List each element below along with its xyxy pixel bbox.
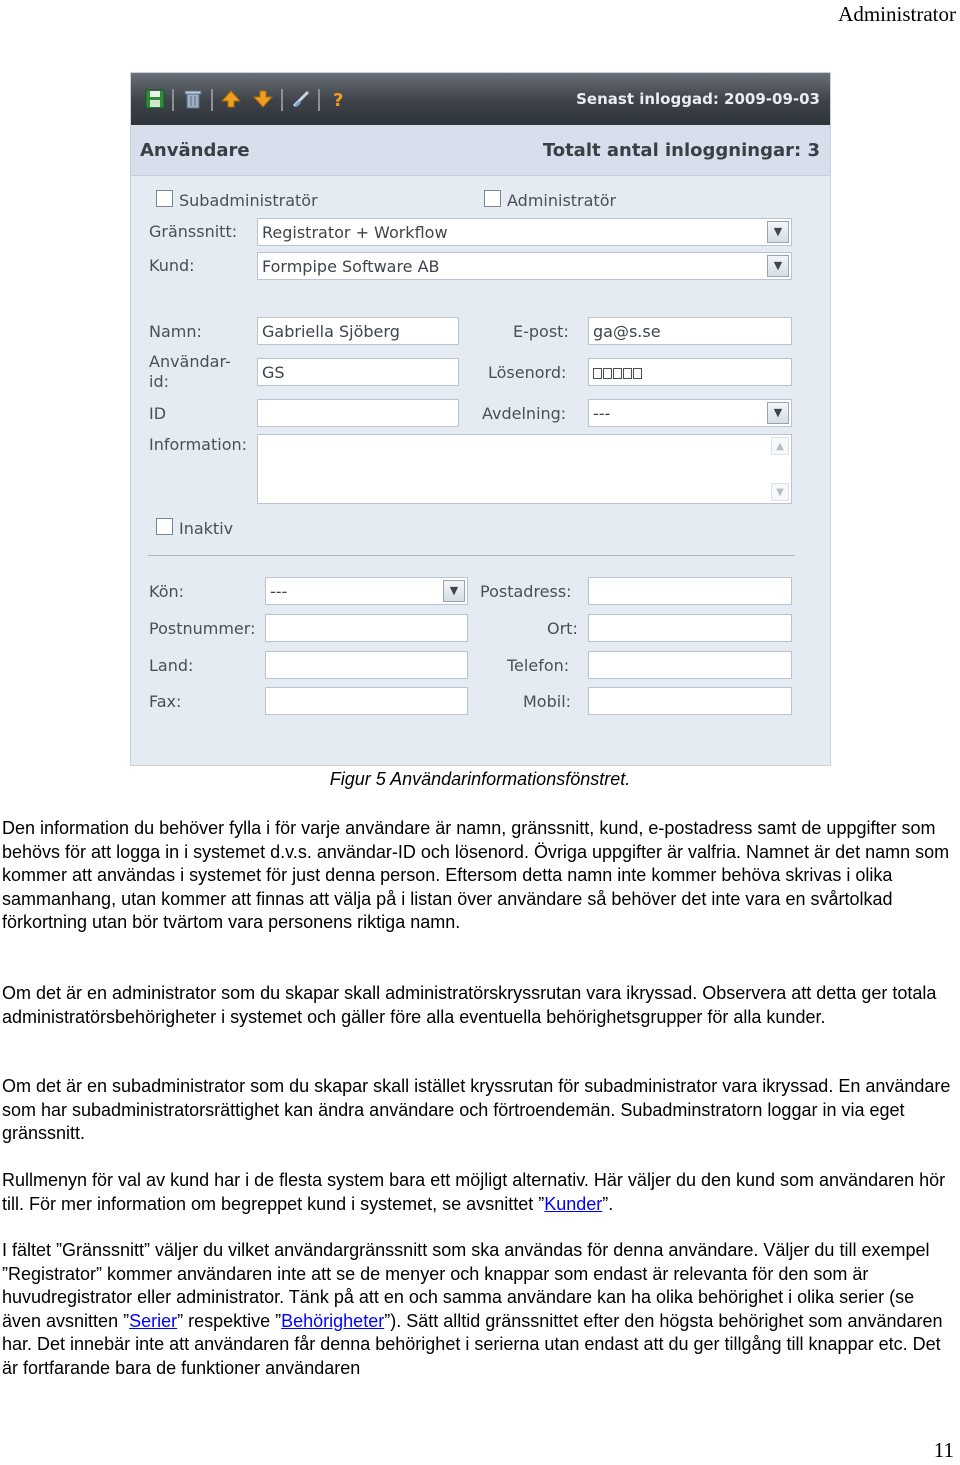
fax-field[interactable] [265,687,468,715]
toolbar-separator [172,89,174,111]
mobile-label: Mobil: [523,692,572,711]
chevron-down-icon[interactable]: ▼ [767,255,789,277]
name-value: Gabriella Sjöberg [262,322,400,341]
toolbar [131,73,830,125]
paragraph-customer-text: Rullmenyn för val av kund har i de flesta system bara ett möjligt alternativ. Här väljer du den kund som användaren hör till. För mer information om begreppet kund i systemet, se avsnittet ” [2,1170,946,1214]
arrow-down-icon[interactable] [253,89,273,109]
paragraph-customer-end: ”. [602,1193,614,1214]
phone-label: Telefon: [507,656,570,675]
customer-select[interactable] [257,252,792,280]
admin-checkbox[interactable] [484,190,501,207]
password-field[interactable] [588,358,792,386]
user-info-window-screenshot [130,72,831,766]
interface-label: Gränssnitt: [149,222,238,241]
svg-text:?: ? [333,90,344,109]
link-behorigheter[interactable]: Behörigheter [281,1310,385,1331]
userid-label [149,352,231,392]
gender-value: --- [270,582,288,601]
paragraph-interface [2,1239,957,1380]
link-serier[interactable]: Serier [129,1310,178,1331]
gender-select[interactable] [265,577,468,605]
figure-caption: Figur 5 Användarinformationsfönstret. [329,769,631,789]
scroll-up-icon[interactable]: ▲ [771,437,789,455]
password-mask [593,363,643,382]
save-icon[interactable] [145,89,165,109]
toolbar-separator [318,89,320,111]
userid-label-line2: id: [149,372,169,391]
mobile-field[interactable] [588,687,792,715]
gender-label: Kön: [149,582,185,601]
email-field[interactable] [588,317,792,345]
email-value: ga@s.se [593,322,661,341]
chevron-down-icon[interactable]: ▼ [443,580,465,602]
city-label: Ort: [547,619,578,638]
city-field[interactable] [588,614,792,642]
paragraph-administrator: Om det är en administrator som du skapar skall administratörskryssrutan vara ikryssad. Observera att detta ger totala administratörsbehörigheter i systemet och gäller före alla eventuella behörighetsgrupper för alla kunder. [2,983,937,1027]
fax-label: Fax: [149,692,182,711]
password-char [603,368,612,379]
postal-code-field[interactable] [265,614,468,642]
chevron-down-icon[interactable]: ▼ [767,402,789,424]
password-char [623,368,632,379]
section-divider [148,555,795,556]
subadmin-checkbox[interactable] [156,190,173,207]
userid-value: GS [262,363,285,382]
last-login-text: Senast inloggad: 2009-09-03 [576,90,820,108]
toolbar-separator [211,89,213,111]
information-textarea[interactable] [257,434,792,504]
information-label: Information: [149,435,248,454]
page-number: 11 [933,1438,954,1462]
phone-field[interactable] [588,651,792,679]
postal-code-label: Postnummer: [149,619,256,638]
link-kunder[interactable]: Kunder [544,1193,603,1214]
password-label: Lösenord: [488,363,567,382]
help-icon[interactable] [329,89,349,109]
paragraph-interface-end: ”). Sätt alltid gränssnittet efter den högsta behörighet som användaren har. Det innebär inte att användaren får denna behörighet i serierna utan endast att du ger tillgång till knappar etc. Det är fortfarande bara de funktioner användaren [2,1310,943,1378]
postal-address-field[interactable] [588,577,792,605]
paragraph-required-fields: Den information du behöver fylla i för varje användare är namn, gränssnitt, kund, e-postadress samt de uppgifter som behövs för att logga in i systemet d.v.s. användar-ID och lösenord. Övriga uppgifter är valfria. Namnet är det namn som kommer att användas i systemet för just denna person. Eftersom detta namn inte kommer behöva skrivas i olika sammanhang, utan kommer att finnas att välja på i listan över användare så behöver det inte vara en svårtolkad förkortning utan bör tvärtom vara personens riktiga namn. [2,818,950,932]
password-char [633,368,642,379]
inactive-label: Inaktiv [179,519,234,538]
id-label: ID [149,404,167,423]
title-bar [131,125,830,176]
customer-value: Formpipe Software AB [262,257,440,276]
subadmin-label: Subadministratör [179,191,318,210]
paragraph-customer [2,1169,957,1216]
paragraph-interface-text: I fältet ”Gränssnitt” väljer du vilket användargränssnitt som ska användas för denna användare. Väljer du till exempel ”Registrator” kommer användaren inte att se de menyer och knappar som endast är relevanta för den som är huvudregistrator eller administrator. Tänk på att en och samma användare kan ha olika behörighet i olika serier (se även avsnitten ” [2,1240,930,1331]
postal-address-label: Postadress: [480,582,572,601]
interface-value: Registrator + Workflow [262,223,448,242]
name-field[interactable] [257,317,459,345]
delete-icon[interactable] [183,89,203,109]
running-header: Administrator [838,2,956,26]
interface-select[interactable] [257,218,792,246]
userid-field[interactable] [257,358,459,386]
department-value: --- [593,404,611,423]
department-label: Avdelning: [482,404,567,423]
edit-icon[interactable] [291,89,311,109]
window-title: Användare [140,140,250,161]
password-char [593,368,602,379]
paragraph-subadministrator: Om det är en subadministrator som du skapar skall istället kryssrutan för subadministrator vara ikryssad. En användare som har subadministratorsrättighet kan ändra användare och förtroendemän. Subadminstratorn loggar in via eget gränssnitt. [2,1076,951,1143]
userid-label-line1: Användar- [149,352,231,371]
department-select[interactable] [588,399,792,427]
toolbar-separator [281,89,283,111]
id-field[interactable] [257,399,459,427]
email-label: E-post: [513,322,569,341]
admin-label: Administratör [507,191,617,210]
chevron-down-icon[interactable]: ▼ [767,221,789,243]
paragraph-interface-mid: ” respektive ” [177,1310,282,1331]
name-label: Namn: [149,322,202,341]
inactive-checkbox[interactable] [156,518,173,535]
country-field[interactable] [265,651,468,679]
customer-label: Kund: [149,256,195,275]
scroll-down-icon[interactable]: ▼ [771,483,789,501]
textarea-scrollbar[interactable] [771,437,789,501]
arrow-up-icon[interactable] [221,89,241,109]
total-logins: Totalt antal inloggningar: 3 [542,140,820,161]
country-label: Land: [149,656,194,675]
password-char [613,368,622,379]
